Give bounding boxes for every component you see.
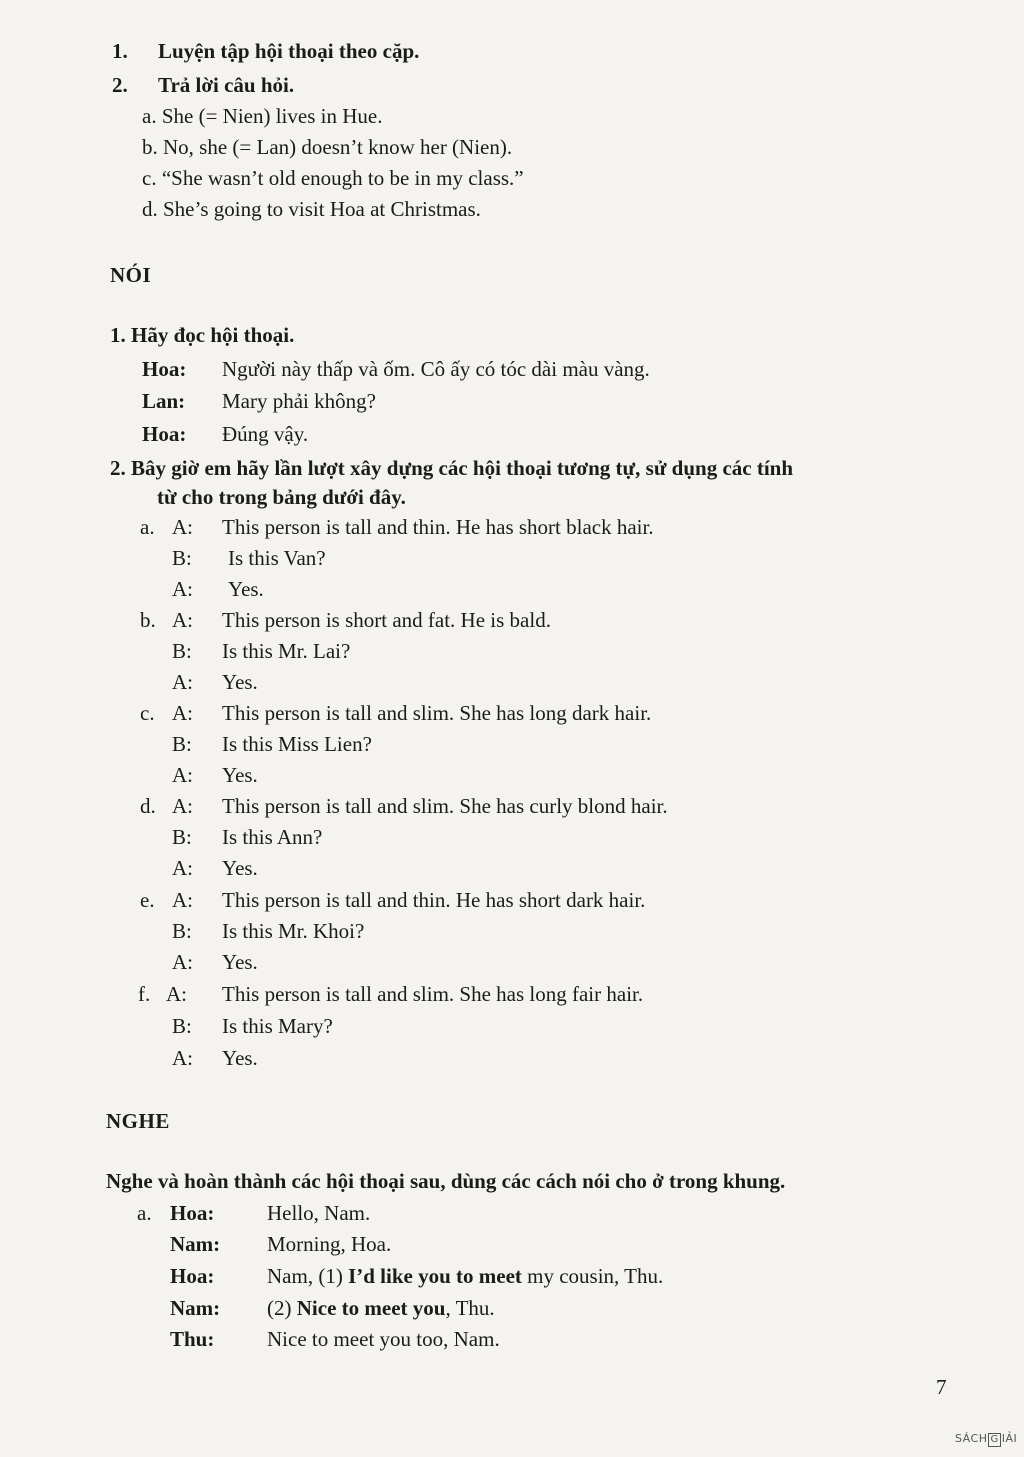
exercise-letter: a.: [140, 515, 155, 539]
answer-c: c. “She wasn’t old enough to be in my class.”: [142, 166, 524, 190]
dialogue-speaker: Hoa:: [142, 422, 187, 446]
dialogue-speaker: Hoa:: [142, 357, 187, 381]
exercise-line: Yes.: [222, 763, 258, 787]
publisher-logo: SÁCH G IẢI: [955, 1432, 1018, 1445]
practice-item-1: 1. Luyện tập hội thoại theo cặp.: [112, 39, 420, 63]
speaker-a: A:: [172, 670, 193, 694]
speak-item-1: 1. Hãy đọc hội thoại.: [110, 323, 295, 347]
speaker-b: B:: [172, 919, 192, 943]
speaker-a: A:: [172, 856, 193, 880]
exercise-line: This person is short and fat. He is bald.: [222, 608, 551, 632]
exercise-line: This person is tall and thin. He has short dark hair.: [222, 888, 646, 912]
dialogue-speaker: Lan:: [142, 389, 186, 413]
speaker-a: A:: [166, 982, 187, 1006]
listen-speaker: Nam:: [170, 1232, 221, 1256]
listen-line: Nam, (1) I’d like you to meet my cousin, Thu.: [267, 1264, 664, 1288]
exercise-line: Yes.: [228, 577, 264, 601]
listen-speaker: Hoa:: [170, 1201, 215, 1225]
exercise-line: This person is tall and slim. She has long fair hair.: [222, 982, 644, 1006]
exercise-letter: e.: [140, 888, 155, 912]
speaker-a: A:: [172, 888, 193, 912]
speaker-a: A:: [172, 763, 193, 787]
answer-a: a. She (= Nien) lives in Hue.: [142, 104, 383, 128]
listen-line: (2) Nice to meet you, Thu.: [267, 1296, 495, 1320]
exercise-line: This person is tall and slim. She has long dark hair.: [222, 701, 652, 725]
listen-instruction: Nghe và hoàn thành các hội thoại sau, dùng các cách nói cho ở trong khung.: [106, 1169, 786, 1193]
exercise-line: This person is tall and slim. She has curly blond hair.: [222, 794, 668, 818]
listen-line: Hello, Nam.: [267, 1201, 371, 1225]
exercise-line: Is this Van?: [228, 546, 326, 570]
speak-heading: NÓI: [110, 263, 152, 287]
listen-line: Morning, Hoa.: [267, 1232, 392, 1256]
listen-speaker: Nam:: [170, 1296, 221, 1320]
listen-speaker: Thu:: [170, 1327, 215, 1351]
speaker-a: A:: [172, 794, 193, 818]
speaker-a: A:: [172, 515, 193, 539]
dialogue-line: Người này thấp và ốm. Cô ấy có tóc dài màu vàng.: [222, 357, 650, 381]
practice-item-2: 2. Trả lời câu hỏi.: [112, 73, 295, 97]
answer-d: d. She’s going to visit Hoa at Christmas.: [142, 197, 481, 221]
speaker-a: A:: [172, 608, 193, 632]
speaker-a: A:: [172, 701, 193, 725]
exercise-line: Is this Miss Lien?: [222, 732, 372, 756]
exercise-line: Is this Ann?: [222, 825, 323, 849]
speaker-b: B:: [172, 732, 192, 756]
exercise-line: Yes.: [222, 1046, 258, 1070]
speaker-a: A:: [172, 950, 193, 974]
exercise-letter: d.: [140, 794, 156, 818]
speaker-b: B:: [172, 546, 192, 570]
speak-item-2-line2: từ cho trong bảng dưới đây.: [157, 485, 406, 509]
exercise-letter: b.: [140, 608, 156, 632]
exercise-letter: f.: [138, 982, 151, 1006]
listen-letter: a.: [137, 1201, 152, 1225]
speaker-b: B:: [172, 825, 192, 849]
answer-b: b. No, she (= Lan) doesn’t know her (Nien).: [142, 135, 513, 159]
exercise-line: Yes.: [222, 950, 258, 974]
exercise-line: Yes.: [222, 670, 258, 694]
listen-line: Nice to meet you too, Nam.: [267, 1327, 500, 1351]
exercise-line: Is this Mr. Khoi?: [222, 919, 365, 943]
listen-speaker: Hoa:: [170, 1264, 215, 1288]
speaker-a: A:: [172, 1046, 193, 1070]
exercise-line: Yes.: [222, 856, 258, 880]
speaker-b: B:: [172, 639, 192, 663]
speaker-a: A:: [172, 577, 193, 601]
dialogue-line: Đúng vậy.: [222, 422, 309, 446]
speaker-b: B:: [172, 1014, 192, 1038]
exercise-line: Is this Mr. Lai?: [222, 639, 351, 663]
dialogue-line: Mary phải không?: [222, 389, 376, 413]
exercise-line: This person is tall and thin. He has short black hair.: [222, 515, 654, 539]
page-number: 7: [936, 1375, 947, 1399]
listen-heading: NGHE: [106, 1109, 170, 1133]
exercise-letter: c.: [140, 701, 155, 725]
exercise-line: Is this Mary?: [222, 1014, 333, 1038]
speak-item-2-line1: 2. Bây giờ em hãy lần lượt xây dựng các hội thoại tương tự, sử dụng các tính: [110, 456, 794, 480]
